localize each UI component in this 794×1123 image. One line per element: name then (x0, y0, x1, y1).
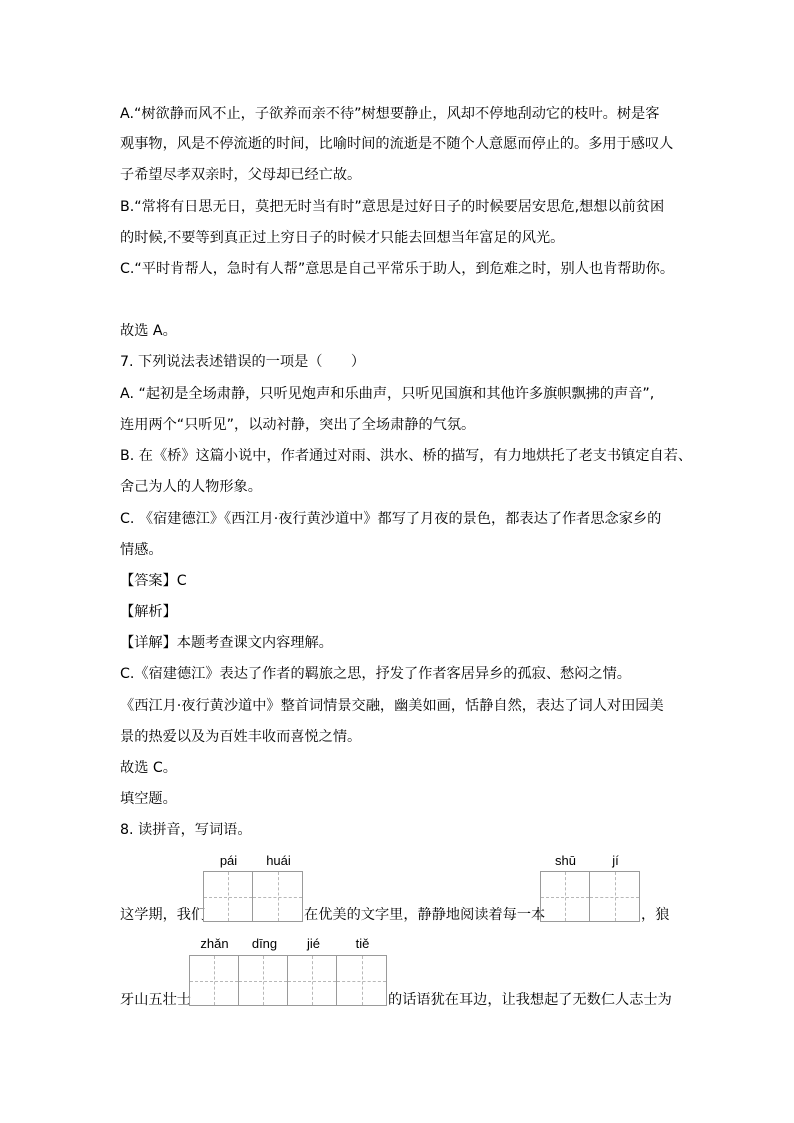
text-line: C.《宿建德江》表达了作者的羁旅之思，抒发了作者客居异乡的孤寂、愁闷之情。 (120, 666, 631, 682)
text-line: 情感。 (120, 542, 163, 558)
text-line: C.“平时肯帮人，急时有人帮”意思是自己平常乐于助人，到危难之时，别人也肯帮助你。 (120, 261, 675, 277)
pinyin-label: shū (555, 853, 576, 868)
text-line: 这学期，我们 (120, 907, 206, 923)
writing-cell[interactable] (239, 956, 288, 1005)
pinyin-label: tiě (355, 936, 370, 951)
pinyin-label: dīng (251, 936, 278, 951)
pinyin-label: zhǎn (200, 936, 229, 951)
analysis-label: 【解析】 (120, 604, 177, 620)
writing-cell[interactable] (204, 872, 253, 921)
writing-cell[interactable] (541, 872, 590, 921)
text-line: 故选 C。 (120, 760, 177, 776)
question-title: 7. 下列说法表述错误的一项是（ ） (120, 354, 366, 370)
text-line: 的时候,不要等到真正过上穷日子的时候才只能去回想当年富足的风光。 (120, 230, 565, 246)
question-title: 8. 读拼音，写词语。 (120, 822, 252, 838)
writing-cell[interactable] (590, 872, 639, 921)
text-line: 【详解】本题考查课文内容理解。 (120, 635, 333, 651)
text-line: 的话语犹在耳边，让我想起了无数仁人志士为 (388, 992, 672, 1008)
text-line: 舍己为人的人物形象。 (120, 479, 262, 495)
writing-grid-shuji[interactable] (540, 871, 640, 922)
pinyin-label: pái (219, 853, 238, 868)
text-line: B. 在《桥》这篇小说中，作者通过对雨、洪水、桥的描写，有力地烘托了老支书镇定自若、 (120, 448, 693, 464)
text-line: 牙山五壮士 (120, 992, 191, 1008)
text-line: ，狼 (641, 907, 670, 923)
text-line: 在优美的文字里，静静地阅读着每一本 (304, 907, 546, 923)
writing-cell[interactable] (253, 872, 302, 921)
answer-label: 【答案】C (120, 573, 187, 589)
text-line: A. “起初是全场肃静，只听见炮声和乐曲声，只听见国旗和其他许多旗帜飘拂的声音”, (120, 386, 655, 402)
text-line: 观事物，风是不停流逝的时间，比喻时间的流逝是不随个人意愿而停止的。多用于感叹人 (120, 136, 674, 152)
pinyin-label: jí (612, 853, 619, 868)
writing-grid-paihuai[interactable] (203, 871, 303, 922)
text-line: A.“树欲静而风不止，子欲养而亲不待”树想要静止，风却不停地刮动它的枝叶。树是客 (120, 106, 660, 122)
text-line: 景的热爱以及为百姓丰收而喜悦之情。 (120, 729, 362, 745)
pinyin-label: huái (266, 853, 291, 868)
writing-cell[interactable] (190, 956, 239, 1005)
writing-grid-zhandingjietie[interactable] (189, 955, 387, 1006)
writing-cell[interactable] (337, 956, 386, 1005)
pinyin-label: jié (306, 936, 320, 951)
text-line: 故选 A。 (120, 323, 177, 339)
text-line: C. 《宿建德江》《西江月·夜行黄沙道中》都写了月夜的景色，都表达了作者思念家乡的 (120, 511, 662, 527)
text-line: 子希望尽孝双亲时，父母却已经亡故。 (120, 167, 362, 183)
text-line: 《西江月·夜行黄沙道中》整首词情景交融，幽美如画，恬静自然，表达了词人对田园美 (120, 698, 664, 714)
writing-cell[interactable] (288, 956, 337, 1005)
text-line: 连用两个“只听见”，以动衬静，突出了全场肃静的气氛。 (120, 417, 476, 433)
section-title: 填空题。 (120, 791, 177, 807)
text-line: B.“常将有日思无日，莫把无时当有时”意思是过好日子的时候要居安思危,想想以前贫困 (120, 199, 665, 215)
